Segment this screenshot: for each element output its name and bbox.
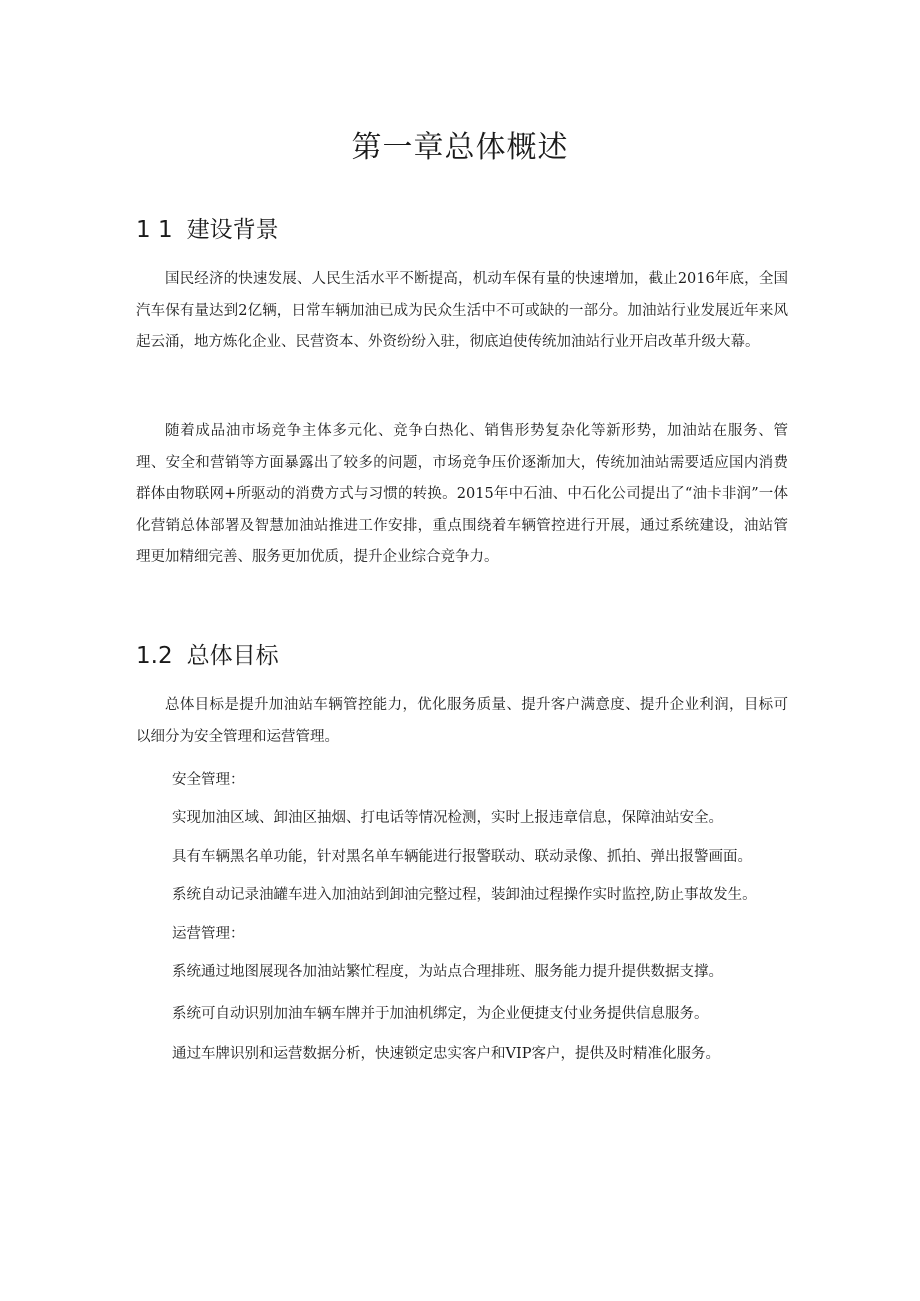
safety-item-1: 实现加油区域、卸油区抽烟、打电话等情况检测，实时上报违章信息，保障油站安全。 <box>172 810 723 826</box>
section-title: 建设背景 <box>186 217 279 243</box>
safety-management-label: 安全管理： <box>172 772 245 788</box>
paragraph-background-2: 随着成品油市场竞争主体多元化、竞争白热化、销售形势复杂化等新形势，加油站在服务、管理、安全和营销等方面暴露出了较多的问题，市场竞争压价逐渐加大，传统加油站需要适应国内消费群体由物联网+所驱动的消费方式与习惯的转换。2015年中石油、中石化公司提出了“油卡非润”一体化营销总体部署及智慧加油站推进工作安排，重点围绕着车辆管控进行开展，通过系统建设，油站管理更加精细完善、服务更加优质，提升企业综合竞争力。 <box>136 423 788 565</box>
section-heading-1-1 <box>136 214 279 246</box>
safety-item-2: 具有车辆黑名单功能，针对黑名单车辆能进行报警联动、联动录像、抓拍、弹出报警画面。 <box>172 849 752 865</box>
operation-management-label: 运营管理： <box>172 926 245 942</box>
section-number: 1.2 <box>136 643 173 669</box>
section-number: 1 1 <box>136 217 173 243</box>
section-title: 总体目标 <box>186 643 279 669</box>
operation-item-3: 通过车牌识别和运营数据分析，快速锁定忠实客户和VIP客户，提供及时精准化服务。 <box>172 1046 720 1062</box>
paragraph-goal-intro: 总体目标是提升加油站车辆管控能力，优化服务质量、提升客户满意度、提升企业利润，目标可以细分为安全管理和运营管理。 <box>136 697 788 745</box>
safety-item-3: 系统自动记录油罐车进入加油站到卸油完整过程，装卸油过程操作实时监控,防止事故发生。 <box>172 887 757 903</box>
section-heading-1-2 <box>136 640 279 672</box>
paragraph-background-1: 国民经济的快速发展、人民生活水平不断提高，机动车保有量的快速增加，截止2016年底，全国汽车保有量达到2亿辆，日常车辆加油已成为民众生活中不可或缺的一部分。加油站行业发展近年来风起云涌，地方炼化企业、民营资本、外资纷纷入驻，彻底迫使传统加油站行业开启改革升级大幕。 <box>136 271 788 350</box>
operation-item-1: 系统通过地图展现各加油站繁忙程度，为站点合理排班、服务能力提升提供数据支撑。 <box>172 964 723 980</box>
chapter-title: 第一章总体概述 <box>351 130 569 165</box>
operation-item-2: 系统可自动识别加油车辆车牌并于加油机绑定，为企业便捷支付业务提供信息服务。 <box>172 1006 709 1022</box>
